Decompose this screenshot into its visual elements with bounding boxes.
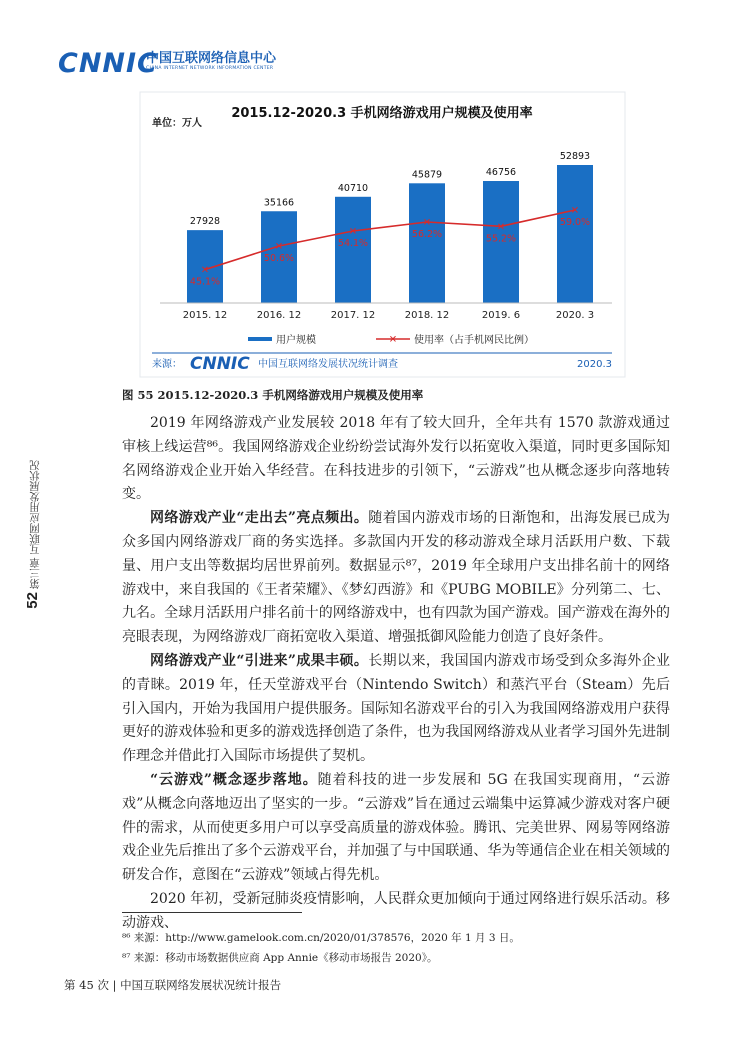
- x-tick-label: 2015. 12: [182, 310, 228, 321]
- bar-value-label: 52893: [559, 151, 591, 162]
- paragraph-1-text: 2019 年网络游戏产业发展较 2018 年有了较大回升，全年共有 1570 款游戏通过审核上线运营⁸⁶。我国网络游戏企业纷纷尝试海外发行以拓宽收入渠道，同时更多国际知名网络游戏企业开始入华经营。在科技进步的引领下，“云游戏”也从概念逐步向落地转变。: [122, 415, 670, 503]
- line-value-label: 50.6%: [263, 253, 295, 264]
- line-value-label: 45.1%: [189, 276, 221, 288]
- body-text: [122, 412, 670, 936]
- bar: [409, 183, 445, 303]
- page-number-side: 52: [24, 592, 41, 609]
- chart-unit-label: 单位：万人: [152, 118, 202, 129]
- paragraph-4-heading: “云游戏”概念逐步落地。: [150, 771, 318, 788]
- chart-legend: [248, 333, 534, 346]
- bar-value-label: 40710: [337, 182, 369, 194]
- footnote-87: ⁸⁷ 来源：移动市场数据供应商 App Annie《移动市场报告 2020》。: [122, 952, 438, 964]
- legend-bar-label: 用户规模: [276, 335, 316, 346]
- x-tick-label: 2020. 3: [555, 310, 595, 321]
- line-value-label: 59.0%: [559, 217, 591, 228]
- bar-value-label: 35166: [263, 197, 295, 209]
- chapter-title-side: 第三章 互联网应用发展状况: [29, 460, 41, 590]
- line-point-marker: ✕: [348, 226, 358, 238]
- legend-bar-swatch: [248, 337, 272, 341]
- bar-value-label: 27928: [189, 216, 221, 228]
- paragraph-3: [122, 650, 670, 769]
- chart-title: 2015.12-2020.3 手机网络游戏用户规模及使用率: [231, 106, 533, 121]
- source-text: 中国互联网络发展状况统计调查: [258, 359, 398, 370]
- footnote-divider: [122, 912, 302, 913]
- line-point-marker: ✕: [422, 217, 432, 229]
- paragraph-3-text: 长期以来，我国国内游戏市场受到众多海外企业的青睐。2019 年，任天堂游戏平台（Nintendo Switch）和蒸汽平台（Steam）先后引入国内，开始为我国用户提供服务。国际知名游戏平台的引入为我国网络游戏用户获得更好的游戏体验和更多的游戏选择创造了条件，也为我国网络游戏从业者学习国外先进制作理念并借此打入国际市场提供了契机。: [122, 652, 670, 765]
- line-point-marker: ✕: [200, 265, 210, 277]
- footnote-86: ⁸⁶ 来源：http://www.gamelook.com.cn/2020/01/378576，2020 年 1 月 3 日。: [122, 932, 520, 944]
- paragraph-4: [122, 769, 670, 888]
- line-value-label: 54.1%: [337, 238, 369, 249]
- bar-value-label: 46756: [485, 167, 517, 179]
- paragraph-3-heading: 网络游戏产业“引进来”成果丰硕。: [150, 652, 369, 669]
- cnnic-logo: CNNIC: [58, 48, 158, 79]
- line-value-label: 56.2%: [411, 229, 443, 240]
- line-point-marker: ✕: [496, 221, 506, 233]
- bar-value-label: 45879: [411, 169, 443, 181]
- org-name-cn: 中国互联网络信息中心: [146, 51, 277, 66]
- x-tick-label: 2019. 6: [481, 310, 521, 321]
- org-name-en: CHINA INTERNET NETWORK INFORMATION CENTER: [146, 66, 274, 71]
- x-tick-label: 2017. 12: [330, 310, 376, 321]
- paragraph-5-text: 2020 年初，受新冠肺炎疫情影响，人民群众更加倾向于通过网络进行娱乐活动。移动游戏、: [122, 890, 670, 931]
- line-point-marker: ✕: [570, 205, 580, 217]
- paragraph-4-text: 随着科技的进一步发展和 5G 在我国实现商用，“云游戏”从概念向落地迈出了坚实的一步。“云游戏”旨在通过云端集中运算减少游戏对客户硬件的需求，从而使更多用户可以享受高质量的游戏体验。腾讯、完美世界、网易等网络游戏企业先后推出了多个云游戏平台，并加强了与中国联通、华为等通信企业在相关领域的研发合作，意图在“云游戏”领域占得先机。: [122, 771, 670, 884]
- line-value-label: 55.2%: [485, 233, 517, 245]
- paragraph-2-heading: 网络游戏产业“走出去”亮点频出。: [150, 510, 369, 527]
- legend-line-label: 使用率（占手机网民比例）: [414, 335, 534, 346]
- paragraph-2: [122, 507, 670, 650]
- source-date: 2020.3: [577, 359, 612, 370]
- paragraph-1: [122, 412, 670, 507]
- source-logo: CNNIC: [190, 354, 250, 374]
- line-point-marker: ✕: [274, 241, 284, 253]
- legend-line-marker: ✕: [388, 334, 398, 346]
- bar: [557, 165, 593, 303]
- page-footer: 第 45 次 | 中国互联网络发展状况统计报告: [64, 978, 282, 992]
- chart-figure: [0, 0, 744, 380]
- paragraph-2-text: 随着国内游戏市场的日渐饱和，出海发展已成为众多国内网络游戏厂商的务实选择。多款国内开发的移动游戏全球月活跃用户数、下载量、用户支出等数据均居世界前列。数据显示⁸⁷，2019 年全球用户支出排名前十的网络游戏中，来自我国的《王者荣耀》、《梦幻西游》和《PUBG MOBILE》分列第二、七、九名。全球月活跃用户排名前十的网络游戏中，也有四款为国产游戏。国产游戏在海外的亮眼表现，为网络游戏厂商拓宽收入渠道、增强抵御风险能力创造了良好条件。: [122, 510, 670, 646]
- x-tick-label: 2016. 12: [256, 310, 302, 321]
- x-tick-label: 2018. 12: [404, 310, 450, 321]
- bar: [335, 197, 371, 303]
- source-label: 来源：: [152, 359, 182, 370]
- figure-caption: 图 55 2015.12-2020.3 手机网络游戏用户规模及使用率: [122, 388, 424, 402]
